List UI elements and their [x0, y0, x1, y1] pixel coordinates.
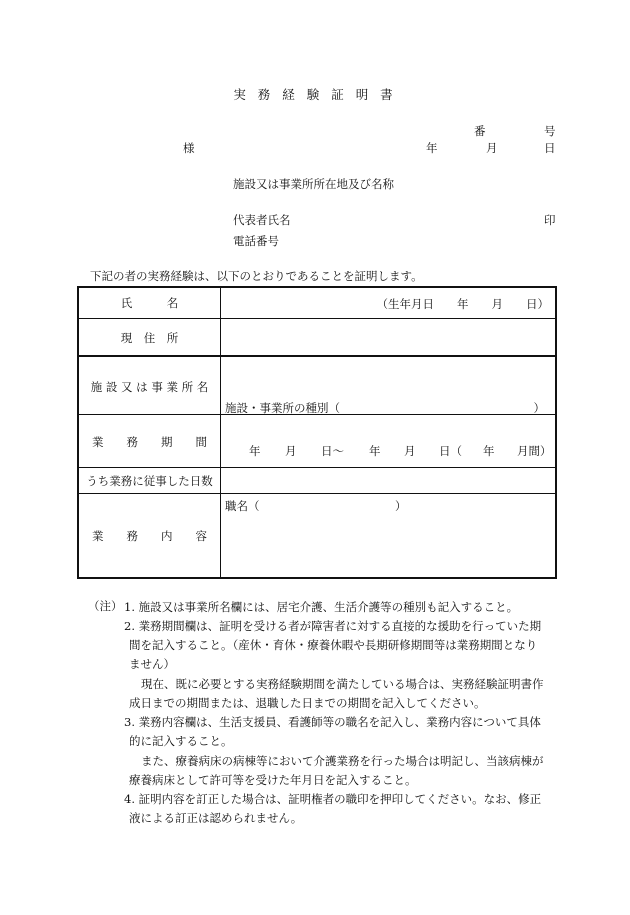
facility-type: 施設・事業所の種別（ — [225, 401, 340, 415]
date-month: 月 — [486, 141, 498, 155]
address-label: 現 住 所 — [120, 330, 179, 345]
note-line: 液による訂正は認められません。 — [129, 811, 303, 825]
note-line: 成日までの期間または、退職した日までの期間を記入してください。 — [129, 696, 486, 710]
notes-prefix: （注） — [88, 599, 123, 613]
row-days — [79, 467, 555, 494]
row-period — [79, 414, 555, 468]
row-facility — [79, 355, 555, 416]
name-cell[interactable] — [221, 288, 555, 318]
period-to-year: 年 — [369, 444, 381, 458]
period-to-day: 日（ — [439, 444, 462, 458]
note-line: また、療養病床の病棟等において介護業務を行った場合は明記し、当該病棟が — [141, 754, 544, 768]
note-line: 現在、既に必要とする実務経験期間を満たしている場合は、実務経験証明書作 — [141, 677, 544, 691]
address-cell[interactable] — [221, 319, 555, 356]
name-label: 氏 名 — [120, 296, 179, 310]
note-line: 療養病床として許可等を受けた年月日を記入すること。 — [129, 773, 417, 787]
note-line: 的に記入すること。 — [129, 734, 233, 748]
note-line: 4. 証明内容を訂正した場合は、証明権者の職印を押印してください。なお、修正 — [124, 792, 542, 806]
phone-label: 電話番号 — [233, 234, 279, 248]
period-from-month: 月 — [285, 444, 297, 458]
period-from-year: 年 — [249, 444, 261, 458]
addressee-sama: 様 — [183, 141, 195, 155]
note-line: ません） — [129, 657, 175, 671]
date-day: 日 — [544, 141, 556, 155]
representative-label: 代表者氏名 — [233, 213, 291, 227]
period-total-year: 年 — [483, 444, 495, 458]
facility-type-close: ） — [533, 401, 545, 415]
period-total-months: 月間） — [517, 444, 552, 458]
note-line: 1. 施設又は事業所名欄には、居宅介護、生活介護等の種別も記入すること。 — [124, 600, 519, 614]
row-content — [79, 493, 555, 578]
period-to-month: 月 — [404, 444, 416, 458]
period-from-day: 日〜 — [321, 444, 344, 458]
facility-cell[interactable] — [221, 357, 555, 416]
content-cell[interactable] — [221, 494, 555, 578]
note-line: 間を記入すること。（産休・育休・療養休暇や長期研修期間等は業務期間となり — [129, 638, 538, 652]
job-title-close: ） — [395, 499, 407, 513]
period-cell[interactable] — [221, 415, 555, 468]
date-year: 年 — [426, 141, 438, 155]
job-title: 職名（ — [225, 499, 260, 513]
content-label: 業 務 内 容 — [92, 529, 207, 543]
facility-address-label: 施設又は事業所所在地及び名称 — [233, 177, 394, 191]
certificate-table — [77, 286, 557, 579]
note-line: 2. 業務期間欄は、証明を受ける者が障害者に対する直接的な援助を行っていた期 — [124, 619, 542, 633]
period-label: 業 務 期 間 — [92, 434, 207, 449]
number-suffix: 号 — [544, 124, 556, 138]
seal-mark: 印 — [544, 213, 556, 227]
row-name — [79, 288, 555, 318]
intro-text: 下記の者の実務経験は、以下のとおりであることを証明します。 — [90, 269, 423, 283]
document-title: 実 務 経 験 証 明 書 — [233, 87, 397, 102]
note-line: 3. 業務内容欄は、生活支援員、看護師等の職名を記入し、業務内容について具体 — [124, 715, 541, 729]
birth-date: （生年月日 年 月 日） — [376, 297, 549, 311]
facility-label: 施 設 又 は 事 業 所 名 — [90, 379, 209, 394]
number-label: 番 — [474, 124, 486, 138]
days-label: うち業務に従事した日数 — [86, 474, 213, 488]
days-cell[interactable] — [221, 468, 555, 494]
row-address — [79, 318, 555, 356]
